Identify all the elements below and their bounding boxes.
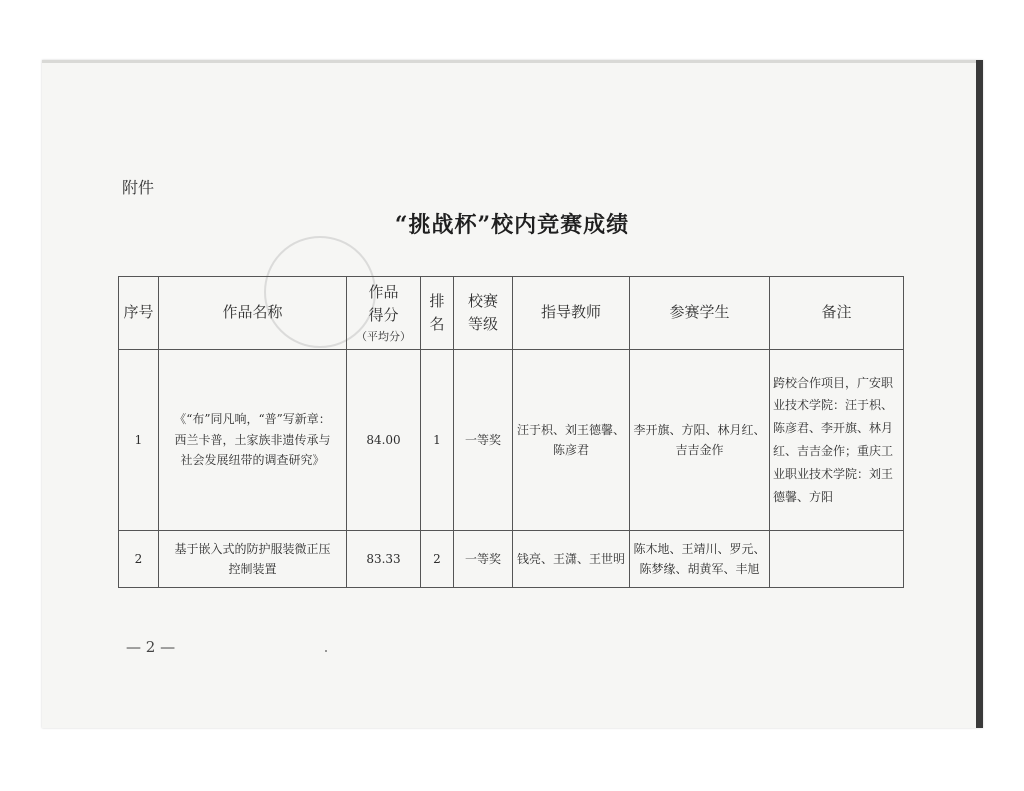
page-number: — 2 — [126, 638, 176, 656]
cell-notes: 跨校合作项目，广安职业技术学院：汪于枳、陈彦君、李开旗、林月红、吉吉金作；重庆工业职业技术学院：刘王德馨、方阳 [770, 350, 904, 531]
cell-rank: 2 [421, 531, 454, 588]
cell-advisors: 汪于枳、刘王德馨、陈彦君 [513, 350, 630, 531]
cell-index: 1 [119, 350, 159, 531]
cell-index: 2 [119, 531, 159, 588]
document-title: “挑战杯”校内竞赛成绩 [394, 212, 630, 238]
table-row [119, 531, 904, 588]
header-score-label: 作品得分 [368, 283, 399, 325]
header-rank: 排名 [421, 277, 454, 350]
header-notes: 备注 [770, 277, 904, 350]
cell-title: 基于嵌入式的防护服装微正压控制装置 [159, 531, 347, 588]
scan-speck [325, 650, 327, 652]
cell-score: 83.33 [347, 531, 421, 588]
header-index: 序号 [119, 277, 159, 350]
attachment-label: 附件 [122, 178, 155, 197]
cell-advisors: 钱亮、王潇、王世明 [513, 531, 630, 588]
cell-notes [770, 531, 904, 588]
header-level: 校赛等级 [454, 277, 513, 350]
cell-students: 陈木地、王靖川、罗元、陈梦缘、胡黄军、丰旭 [630, 531, 770, 588]
page-edge [42, 60, 976, 63]
header-students: 参赛学生 [630, 277, 770, 350]
header-title: 作品名称 [159, 277, 347, 350]
cell-level: 一等奖 [454, 350, 513, 531]
results-table [118, 276, 904, 588]
header-advisors: 指导教师 [513, 277, 630, 350]
header-row [119, 277, 904, 350]
header-score-note: （平均分） [356, 329, 411, 343]
table-row [119, 350, 904, 531]
cell-score: 84.00 [347, 350, 421, 531]
cell-rank: 1 [421, 350, 454, 531]
cell-students: 李开旗、方阳、林月红、吉吉金作 [630, 350, 770, 531]
header-score [347, 277, 421, 350]
cell-level: 一等奖 [454, 531, 513, 588]
cell-title: 《“布”同凡响，“普”写新章：西兰卡普，土家族非遗传承与社会发展纽带的调查研究》 [159, 350, 347, 531]
